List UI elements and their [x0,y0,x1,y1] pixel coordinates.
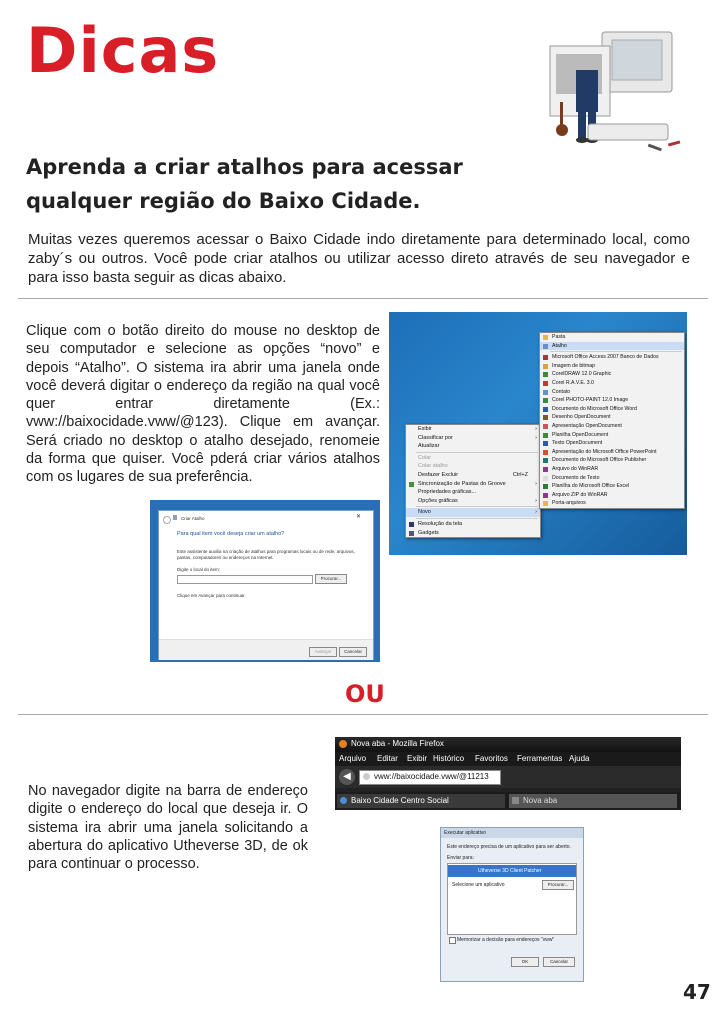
menu-exibir[interactable]: Exibir [407,754,428,763]
page-number: 47 [683,980,711,1004]
menu-item[interactable]: Opções gráficas › [418,497,537,504]
browse-button[interactable]: Procurar... [315,574,347,584]
hint-text: Clique em Avançar para continuar. [177,593,246,598]
menu-item[interactable]: Microsoft Office Access 2007 Banco de Dados [540,353,684,362]
menu-item[interactable]: Documento de Texto [540,474,684,483]
choose-app-label: Selecione um aplicativo [452,882,505,888]
menu-item[interactable]: Documento do Microsoft Office Publisher [540,456,684,465]
menu-item[interactable]: Corel PHOTO-PAINT 12.0 Image [540,396,684,405]
menu-item[interactable]: Documento do Microsoft Office Word [540,405,684,414]
create-shortcut-dialog [150,500,380,662]
remember-label: Memorizar a decisão para endereços "vww" [457,937,555,943]
ok-button[interactable]: OK [511,957,539,967]
dialog-heading: Para qual item você deseja criar um atalho? [177,531,285,537]
launch-app-dialog [440,827,584,982]
menu-item-atalho[interactable]: Atalho [540,342,684,351]
new-submenu [539,332,685,509]
menu-item[interactable]: Colar [418,454,432,461]
intro-paragraph: Muitas vezes queremos acessar o Baixo Cidade indo diretamente para determinado local, como zaby´s ou outros. Você pode criar atalhos ou utilizar acesso direto através de seu navegador e para isso basta seguir as dicas abaixo. [28,231,690,286]
menu-editar[interactable]: Editar [377,754,398,763]
app-item-selected[interactable]: Utheverse 3D Client Patcher [448,865,576,877]
tab-baixo-cidade[interactable]: Baixo Cidade Centro Social [337,794,505,808]
address-bar[interactable] [359,770,501,785]
browse-button[interactable]: Procurar... [542,880,574,890]
close-icon[interactable]: ✕ [356,514,362,520]
window-title: Nova aba - Mozilla Firefox [351,739,444,748]
globe-icon [363,773,370,780]
menu-ferramentas[interactable]: Ferramentas [517,754,563,763]
dialog-title: Executar aplicativo [444,830,486,836]
menu-item[interactable]: Pasta [540,333,684,342]
menu-item[interactable]: Desfazer Excluir Ctrl+Z [418,471,528,478]
divider [18,298,708,299]
menu-item[interactable]: CorelDRAW 12.0 Graphic [540,370,684,379]
menu-item[interactable]: Arquivo ZIP do WinRAR [540,491,684,500]
cancel-button[interactable]: Cancelar [543,957,575,967]
cancel-button[interactable]: Cancelar [339,647,367,657]
field-label: Digite o local do item: [177,567,221,572]
menu-item[interactable]: Apresentação OpenDocument [540,422,684,431]
menu-ajuda[interactable]: Ajuda [569,754,590,763]
menu-item[interactable]: Sincronização de Pastas do Groove › [406,480,540,489]
page-title: Dicas [26,14,220,87]
tab-icon [340,797,347,804]
menu-item[interactable]: Colar atalho [418,463,448,470]
menu-item[interactable]: Classificar por › [418,434,537,441]
tab-nova-aba[interactable]: Nova aba [509,794,677,808]
or-separator: OU [345,680,385,708]
menu-item[interactable]: Corel R.A.V.E. 3.0 [540,379,684,388]
menu-item[interactable]: Exibir › [418,426,537,432]
divider [18,714,708,715]
menu-item-novo[interactable]: Novo › [406,508,540,517]
menu-item[interactable]: Texto OpenDocument [540,439,684,448]
menu-item[interactable]: Resolução da tela [406,520,540,529]
menu-item[interactable]: Contato [540,388,684,397]
menu-favoritos[interactable]: Favoritos [475,754,508,763]
address-text: vww://baixocidade.vww/@11213 [374,772,489,781]
menu-historico[interactable]: Histórico [433,754,465,763]
menu-item[interactable]: Imagem de bitmap [540,362,684,371]
computer-illustration [548,26,696,166]
next-button[interactable]: Avançar [309,647,337,657]
back-button[interactable]: ◀ [339,769,355,785]
subtitle: Aprenda a criar atalhos para acessar qualquer região do Baixo Cidade. [26,155,463,213]
menu-item[interactable]: Atualizar [418,443,440,450]
back-arrow-icon[interactable] [163,516,171,524]
dialog-message: Este endereço precisa de um aplicativo para ser aberto. [447,844,571,850]
menu-item[interactable]: Planilha OpenDocument [540,431,684,440]
tab-icon [512,797,519,804]
firefox-screenshot [335,737,681,810]
context-menu [405,424,541,538]
dialog-title: Criar Atalho [181,516,205,521]
firefox-icon [339,740,347,748]
menu-item[interactable]: Planilha do Microsoft Office Excel [540,482,684,491]
desktop-screenshot [389,312,687,555]
shortcut-icon [173,515,177,520]
app-list[interactable] [447,863,577,935]
menu-item[interactable]: Gadgets [406,529,540,538]
location-input[interactable] [177,575,313,584]
menu-item[interactable]: Propriedades gráficas... [418,489,477,496]
menu-item[interactable]: Apresentação do Microsoft Office PowerPoint [540,448,684,457]
send-to-label: Enviar para: [447,855,474,861]
menu-item[interactable]: Porta-arquivos [540,499,684,508]
menu-item[interactable]: Arquivo do WinRAR [540,465,684,474]
step1-paragraph: Clique com o botão direito do mouse no desktop de seu computador e selecione as opções “novo” e depois “Atalho”. O sistema ira abrir uma janela onde você deverá digitar o endereço da região na qual você quer entrar diretamente (Ex.: vww://baixocidade.vww/@123). Clique em avançar. Será criado no desktop o atalho desejado, renomeie da forma que quiser. Você pderá criar vários atalhos com os lugares de sua preferência. [26,323,380,486]
menu-item[interactable]: Desenho OpenDocument [540,413,684,422]
remember-checkbox[interactable] [449,937,456,944]
dialog-description: Este assistente auxilia na criação de atalhos para programas locais ou de rede, arquivos, pastas, computadores ou endereços na Internet. [177,549,355,560]
menu-arquivo[interactable]: Arquivo [339,754,367,763]
step2-paragraph: No navegador digite na barra de endereço digite o endereço do local que deseja ir. O sistema ira abrir uma janela solicitando a abertura do aplicativo Utheverse 3D, de ok para continuar o processo. [28,783,308,873]
